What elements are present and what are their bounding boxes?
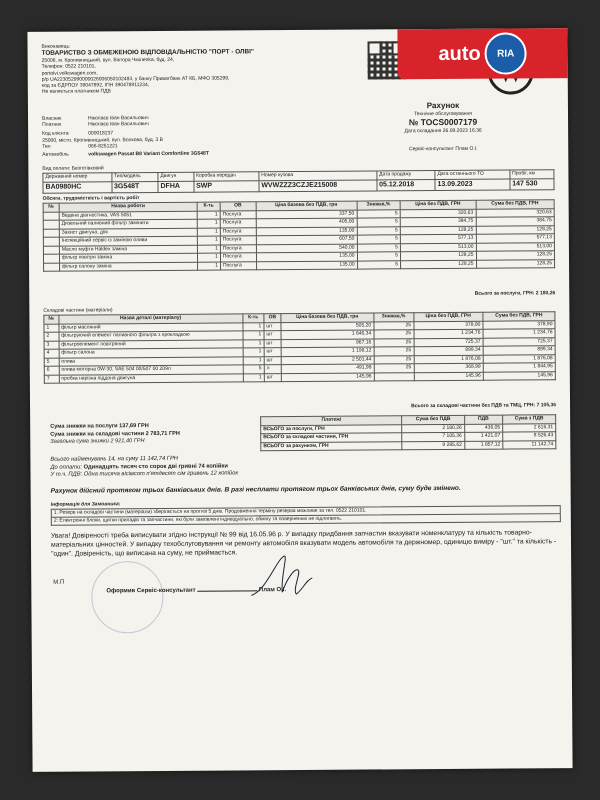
watermark-text: auto (438, 42, 481, 65)
works-cell-7: 384,75 (476, 217, 555, 226)
parts-cell-6: 1 234,76 (414, 329, 483, 338)
works-cell-2: 1 (197, 219, 220, 228)
parts-cell-4: 967,16 (281, 338, 374, 347)
seller-edrpou: код за ЄДРПОУ 39047892, ІПН 390478911234, (41, 82, 150, 89)
parts-cell-1: олива моторна 0W-30, SAE 504 00/507 00 209л (59, 365, 243, 375)
works-total (329, 290, 555, 298)
works-cell-3: Послуга (220, 253, 256, 262)
stamp-icon (91, 561, 164, 634)
payments-caption: Платежі (261, 416, 402, 425)
parts-cell-3: шт (264, 373, 281, 382)
works-cell-6: 128,25 (400, 251, 476, 260)
works-cell-4: 135,00 (256, 261, 357, 270)
sale-label: Дата продажу (377, 171, 435, 180)
works-cell-5: 5 (357, 226, 400, 235)
auto-label: Автомобіль (42, 151, 69, 158)
parts-header-7: Сума без ПДВ, ГРН (483, 312, 555, 321)
parts-cell-7: 1 234,76 (483, 329, 555, 338)
tel-label: Тел (42, 143, 51, 150)
parts-cell-0: 3 (44, 341, 59, 350)
discount-total: Загальна сума знижки 2 921,40 ГРН (50, 438, 145, 445)
plate-value: BA0980HC (43, 181, 112, 192)
payments-cell-3: 8 526,43 (503, 432, 556, 441)
parts-cell-5: 25 (374, 364, 414, 373)
parts-cell-0: 2 (44, 332, 59, 341)
parts-cell-3: л (264, 365, 281, 374)
works-cell-1: фільтр салону заміна (59, 262, 197, 271)
works-cell-5: 5 (357, 235, 400, 244)
works-header-5: Знижка,% (357, 201, 400, 210)
stamp-label: М.П (53, 579, 65, 586)
validity-note: Рахунок дійсний протягом трьох банківських днів. В разі несплати протягом трьох банківських днів, суму буде змінено. (50, 484, 461, 495)
works-cell-7: 320,63 (476, 208, 555, 217)
works-cell-5: 5 (357, 252, 400, 261)
works-cell-3: Послуга (220, 210, 256, 219)
vehicle-table (42, 169, 554, 193)
parts-cell-4: 505,20 (281, 321, 374, 330)
works-cell-1: Дизельний паливний фільтр замінити (59, 219, 197, 228)
parts-header-2: К-ть (243, 314, 264, 323)
payments-cell-0: ВСЬОГО за послуги, ГРН (261, 424, 402, 433)
parts-cell-2: 5 (243, 365, 264, 374)
mileage-label: Пробіг, км (510, 170, 554, 179)
parts-cell-7: 145,96 (483, 371, 555, 380)
works-cell-4: 337,50 (256, 210, 357, 219)
parts-caption: Складові частини (матеріали) (43, 307, 113, 314)
parts-cell-2: 1 (243, 322, 264, 331)
sale-value: 05.12.2018 (377, 179, 435, 190)
parts-cell-0: 1 (44, 324, 59, 333)
parts-header-3: ОВ (264, 314, 281, 323)
payment-type: Вид оплати: Безготівковий (42, 165, 104, 172)
works-cell-3: Послуга (220, 244, 256, 253)
works-cell-4: 135,00 (256, 252, 357, 261)
works-total-value: 2 180,26 (535, 290, 556, 297)
payments-cell-3: 11 142,74 (503, 440, 556, 449)
parts-cell-1: олива (59, 356, 243, 366)
works-cell-2: 1 (197, 228, 220, 237)
last-value: 13.09.2023 (435, 179, 510, 191)
works-cell-4: 540,00 (256, 244, 357, 253)
vin-value: WVWZZZ3CZJE215008 (259, 179, 377, 191)
parts-header-5: Знижка,% (374, 313, 414, 322)
items-count: Всього найменувань 14, на суму 11 142,74 ГРН (50, 455, 179, 463)
works-cell-5: 5 (357, 218, 400, 227)
customer-tel: 066-8251221 (88, 143, 118, 150)
works-cell-0 (43, 246, 59, 255)
works-cell-2: 1 (197, 211, 220, 220)
parts-cell-1: фільтр масляний (59, 322, 243, 332)
parts-cell-1: пробка нарізна піддона двигуна (59, 373, 243, 383)
gearbox-value: SWP (194, 180, 259, 191)
signature-icon (246, 550, 316, 605)
client-code-label: Код клієнта (42, 131, 69, 138)
payments-row (261, 440, 556, 451)
parts-cell-4: 145,96 (281, 372, 374, 381)
works-cell-0 (43, 212, 59, 221)
discount-services: Сума знижки на послуги 137,69 ГРН (50, 423, 149, 430)
works-cell-7: 128,25 (476, 259, 555, 268)
parts-total (250, 402, 556, 410)
parts-cell-6: 145,96 (414, 372, 483, 381)
parts-cell-6: 899,34 (414, 346, 483, 355)
works-cell-7: 128,25 (476, 225, 555, 234)
invoice-paper (27, 28, 572, 772)
works-cell-4: 607,50 (256, 235, 357, 244)
payments-cell-0: ВСЬОГО за рахунком, ГРН (261, 441, 402, 450)
works-cell-1: Захист двигуна, д/м (59, 228, 197, 237)
works-cell-0 (44, 263, 60, 272)
works-cell-6: 513,00 (400, 243, 476, 252)
works-cell-0 (43, 254, 59, 263)
payments-cell-2: 1 421,07 (464, 432, 502, 441)
works-cell-5: 5 (357, 209, 400, 218)
parts-cell-4: 2 501,44 (281, 355, 374, 364)
works-header-0: № (43, 203, 59, 212)
works-header-6: Ціна без ПДВ, ГРН (400, 200, 476, 209)
works-cell-7: 513,00 (476, 242, 555, 251)
works-header-2: К-ть (197, 202, 220, 211)
seller-label: Виконавець: (41, 43, 71, 50)
payments-head-vat: ПДВ (464, 415, 502, 424)
parts-cell-2: 1 (243, 356, 264, 365)
works-cell-2: 1 (197, 253, 220, 262)
parts-cell-0: 5 (44, 358, 59, 367)
works-cell-7: 128,25 (476, 251, 555, 260)
payments-cell-2: 1 857,12 (464, 441, 502, 450)
parts-cell-7: 899,34 (483, 346, 555, 355)
works-header-1: Назва роботи (59, 202, 197, 211)
payer-name: Ніколаєв Іван Васильович (88, 121, 149, 128)
works-cell-3: Послуга (220, 227, 256, 236)
works-cell-0 (43, 237, 59, 246)
parts-cell-3: шт (264, 339, 281, 348)
info-label: Інформація для Замовника: (50, 501, 121, 508)
parts-header-4: Ціна базова без ПДВ, грн (281, 313, 374, 322)
parts-total-label: Всього за складові частини без ПДВ та ТМЦ, ГРН: (411, 402, 536, 410)
totals-text (50, 454, 470, 480)
payments-head-gross: Сума з ПДВ (503, 415, 556, 424)
payments-table (260, 414, 556, 451)
parts-cell-7: 378,90 (483, 320, 555, 329)
discount-parts: Сума знижки на складові частини 2 783,71 ГРН (50, 430, 180, 438)
payments-cell-3: 2 616,31 (503, 423, 556, 432)
parts-cell-4: 491,98 (281, 364, 374, 373)
works-header-3: ОВ (220, 202, 256, 211)
company-name: ТОВАРИСТВО З ОБМЕЖЕНОЮ ВІДПОВІДАЛЬНІСТЮ "ПОРТ - ОЛВІ" (41, 48, 254, 57)
works-cell-0 (43, 220, 59, 229)
parts-cell-2: 1 (243, 373, 264, 382)
parts-cell-6: 368,99 (414, 363, 483, 372)
parts-cell-3: шт (264, 331, 281, 340)
seller-site: portolvi.volkswagen.com, (41, 70, 98, 77)
works-cell-5: 5 (357, 260, 400, 269)
parts-header-6: Ціна без ПДВ, ГРН (413, 312, 482, 321)
works-cell-1: Масло муфти Haldex заміна (59, 245, 197, 254)
customer-auto: volkswagen Passat B8 Variant Comfortline 3G548T (88, 150, 209, 158)
gearbox-label: Коробка передач (194, 172, 259, 181)
invoice-number: № TOCS0007179 (408, 116, 478, 128)
autoria-watermark (397, 28, 567, 79)
seller-phone: Телефон: 0522 210101, (41, 63, 96, 71)
parts-cell-6: 1 876,08 (414, 355, 483, 364)
works-cell-4: 405,00 (256, 218, 357, 227)
parts-cell-1: фільтруючий елемент паливного фільтра з прокладкою (59, 331, 243, 341)
engine-value: DFHA (158, 181, 194, 192)
works-total-label: Всього за послуги, ГРН: (474, 290, 535, 297)
client-code: 000018237 (88, 130, 114, 137)
works-cell-6: 320,63 (400, 209, 476, 218)
payments-cell-1: 9 285,62 (402, 441, 464, 450)
mileage-value: 147 530 (510, 178, 554, 189)
works-cell-6: 128,25 (400, 260, 476, 269)
invoice-consultant: Сервіс-консультант Плам О.І. (408, 146, 478, 153)
payments-head-net: Сума без ПДВ (402, 415, 464, 424)
parts-cell-2: 1 (243, 339, 264, 348)
parts-cell-1: фільтр салона (59, 348, 243, 358)
payments-cell-2: 436,05 (464, 424, 502, 433)
parts-cell-5: 25 (374, 355, 414, 364)
seller-vat: Не являється платником ПДВ (41, 88, 111, 96)
works-cell-6: 128,25 (400, 226, 476, 235)
parts-total-value: 7 105,36 (536, 402, 557, 409)
parts-cell-1: фільтроелемент повітряний (59, 339, 243, 349)
watermark-badge: RIA (485, 32, 527, 74)
parts-cell-5: 25 (374, 321, 414, 330)
invoice-title-block (358, 100, 528, 153)
works-table (43, 199, 555, 272)
parts-cell-2: 1 (243, 348, 264, 357)
engine-label: Двигун (158, 172, 194, 181)
parts-cell-0: 6 (44, 366, 59, 375)
invoice-subtitle: Технічне обслуговування (413, 110, 473, 118)
seller-address: 25006, м. Кропивницький, вул. Віктора Чмілenka, буд. 24, (41, 57, 175, 64)
parts-cell-6: 725,37 (414, 338, 483, 347)
works-caption: Обсяги, трудомісткість і вартість робіт (42, 195, 140, 202)
model-value: 3G548T (111, 181, 158, 192)
invoice-created: Дата складання 26.09.2023 16:36 (404, 127, 482, 135)
invoice-title: Рахунок (426, 100, 460, 111)
parts-cell-2: 1 (243, 331, 264, 340)
parts-header-0: № (44, 315, 59, 324)
works-cell-6: 577,13 (400, 234, 476, 243)
works-cell-3: Послуга (220, 219, 256, 228)
parts-cell-4: 1 646,34 (281, 330, 374, 339)
parts-cell-6: 378,90 (413, 321, 482, 330)
parts-header-1: Назва деталі (матеріалу) (58, 314, 242, 324)
parts-table (43, 311, 555, 384)
parts-cell-5: 25 (374, 338, 414, 347)
parts-cell-5 (374, 372, 414, 381)
parts-cell-3: шт (264, 348, 281, 357)
to-pay-amount: Одинадцять тисяч сто сорок дві гривні 74 копійки (83, 463, 228, 471)
owner-label: Власник (42, 115, 62, 122)
works-cell-1: Інспекційний сервіс із заміною оливи (59, 236, 197, 245)
parts-cell-0: 7 (44, 375, 59, 384)
works-cell-1: фільтр повітря заміна (59, 253, 197, 262)
works-cell-1: Ведена діагностика, VAS 5051 (59, 211, 197, 220)
parts-cell-3: шт (264, 322, 281, 331)
signed-name: Плам О.І. (258, 587, 287, 594)
payments-cell-1: 2 180,26 (402, 424, 464, 433)
signed-label: Оформив Сервіс-консультант (106, 587, 196, 595)
warning-text: Увага! Довіреності треба виписувати згідно інструкції № 99 від 16.05.96 р. У випадку придбання запчастин вказувати номенклатуру та кількість товарно-матеріальних цінностей. У випадку техобслуговування чи ремонту автомобіля вказувати модель автомобіля та держномер, одиницю виміру - "шт." та кількість - "один". Довіреність, що виписана на суму, не приймається. (50, 529, 557, 558)
works-cell-2: 1 (198, 262, 221, 271)
parts-cell-7: 1 844,95 (483, 363, 555, 372)
discounts-block (50, 423, 180, 446)
model-label: Тип/модель (111, 172, 158, 181)
info-line-1: 1. Резерв на складові частини (матеріали) зберігається на протязі 5 днів. Продовження терміну резерва можливе за тел. 0522 210101. (51, 505, 561, 518)
payments-cell-1: 7 105,36 (402, 432, 464, 441)
customer-address: 25000, місто. Кропивницький, вул. Волкова, буд. 3 В (42, 136, 163, 144)
parts-cell-5: 25 (374, 347, 414, 356)
parts-cell-3: шт (264, 356, 281, 365)
works-cell-2: 1 (197, 236, 220, 245)
owner-name: Ніколаєв Іван Васильович (88, 115, 149, 122)
parts-cell-7: 1 876,08 (483, 354, 555, 363)
to-pay-label: До оплати: (50, 464, 82, 471)
vat-note: У т.ч. ПДВ: Одна тисяча вісімсот п'ятдесят сім гривень 12 копійок (50, 470, 239, 478)
works-cell-3: Послуга (220, 261, 256, 270)
parts-cell-0: 4 (44, 349, 59, 358)
works-cell-4: 135,00 (256, 227, 357, 236)
seller-account: р/р UA223052990000026006050102483, у банку Приватбанк АТ КБ, МФО 305299, (41, 75, 230, 83)
parts-cell-7: 725,37 (483, 337, 555, 346)
works-header-4: Ціна базова без ПДВ, грн (256, 201, 357, 210)
works-cell-0 (43, 229, 59, 238)
info-block (51, 498, 561, 526)
works-cell-7: 577,13 (476, 234, 555, 243)
payer-label: Платник (42, 121, 62, 128)
customer-block (42, 114, 342, 158)
works-cell-2: 1 (197, 245, 220, 254)
plate-label: Державний номер (43, 173, 112, 182)
parts-cell-4: 1 199,12 (281, 347, 374, 356)
parts-cell-5: 25 (374, 330, 414, 339)
seller-block (42, 42, 362, 96)
works-cell-3: Послуга (220, 236, 256, 245)
payments-cell-0: ВСЬОГО за складові частини, ГРН (261, 433, 402, 442)
works-cell-5: 5 (357, 243, 400, 252)
info-line-2: 2: Електронні блоки, щитки приладів та запчастини, які були замовлені індивідуально, обміну та поверненню не підлягають. (51, 514, 561, 526)
works-header-7: Сума без ПДВ, ГРН (476, 200, 555, 209)
last-label: Дата останнього ТО (435, 170, 510, 179)
works-cell-6: 384,75 (400, 217, 476, 226)
vin-label: Номер кузова (259, 171, 377, 180)
